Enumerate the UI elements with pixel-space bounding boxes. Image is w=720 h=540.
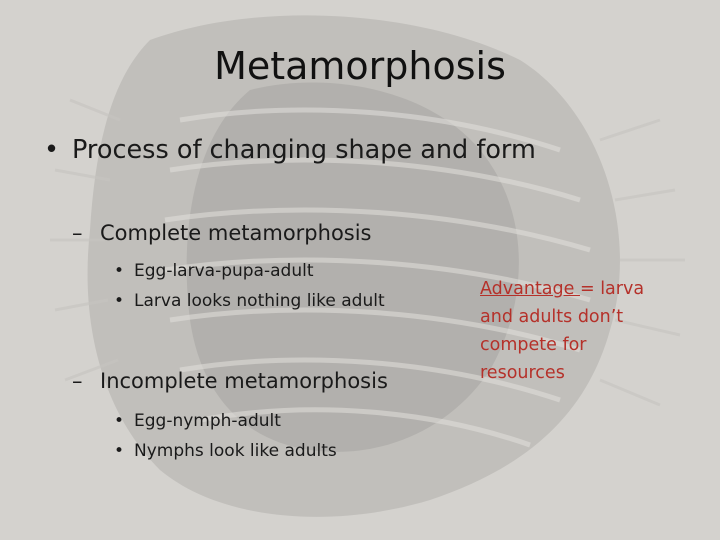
bullet: • [114,261,125,281]
advantage-note [480,275,700,387]
list-item-text: Nymphs look like adults [134,441,337,461]
list-item [114,288,385,314]
sub-point-incomplete-text: Incomplete metamorphosis [100,369,388,393]
bullet: • [114,291,125,311]
note-line-text: = larva [579,279,645,299]
note-keyword: Advantage [480,279,580,299]
sub-point-complete-text: Complete metamorphosis [100,221,372,245]
list-item [114,438,337,464]
list-item [114,258,313,284]
bullet: • [44,135,60,165]
bullet: • [114,441,125,461]
list-item-text: Egg-nymph-adult [134,411,281,431]
main-point-text: Process of changing shape and form [72,135,536,165]
note-line [480,275,700,303]
main-point [44,132,536,168]
list-item [114,408,281,434]
note-line: compete for [480,335,587,355]
sub-point-incomplete [72,366,388,396]
bullet: • [114,411,125,431]
slide-title: Metamorphosis [214,44,506,88]
list-item-text: Larva looks nothing like adult [134,291,385,311]
sub-point-complete [72,218,372,248]
note-line: and adults don’t [480,307,624,327]
note-line: resources [480,363,565,383]
list-item-text: Egg-larva-pupa-adult [134,261,314,281]
dash: – [72,369,83,393]
dash: – [72,221,83,245]
